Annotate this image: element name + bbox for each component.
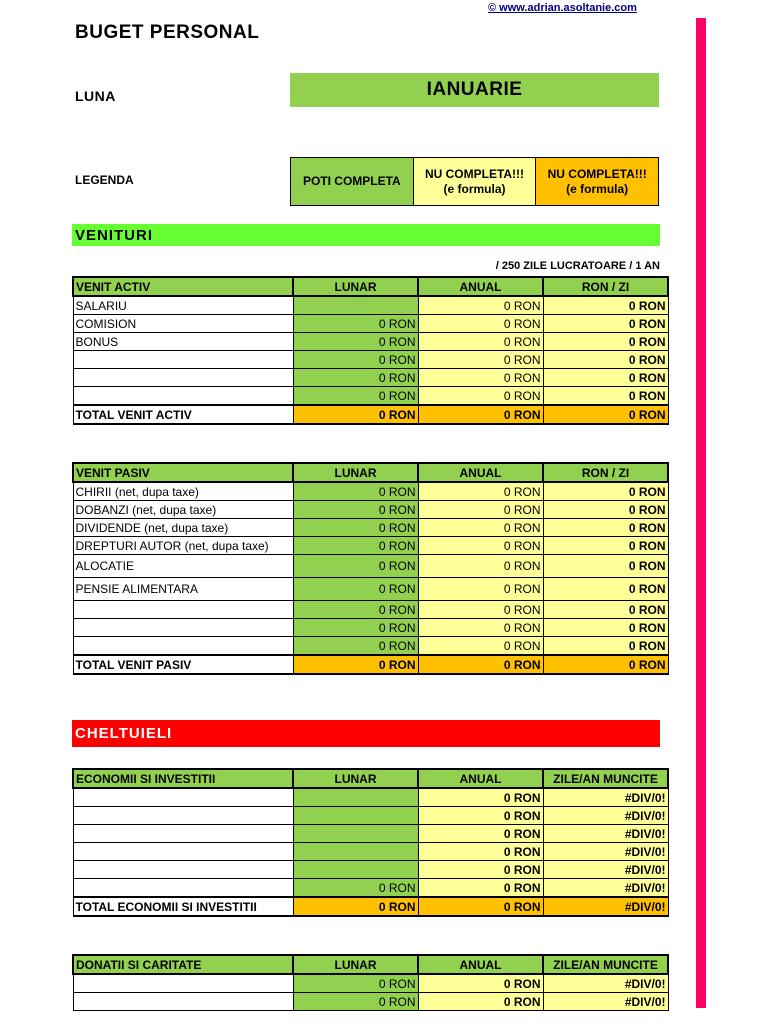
total-label: TOTAL VENIT ACTIV [73, 405, 293, 424]
anual-cell: 0 RON [418, 578, 543, 601]
anual-cell: 0 RON [418, 519, 543, 537]
anual-cell: 0 RON [418, 843, 543, 861]
lunar-cell[interactable]: 0 RON [293, 315, 418, 333]
legend-formula-yellow [414, 158, 537, 205]
lunar-cell[interactable]: 0 RON [293, 387, 418, 406]
table-row [73, 351, 668, 369]
header-cell: RON / ZI [543, 463, 668, 482]
table-row [73, 993, 668, 1011]
total-lunar: 0 RON [293, 405, 418, 424]
table-donatii [72, 954, 669, 1011]
row-label[interactable]: DIVIDENDE (net, dupa taxe) [73, 519, 293, 537]
anual-cell: 0 RON [418, 501, 543, 519]
table-row [73, 482, 668, 501]
legend-formula-yellow-text: NU COMPLETA!!! [424, 166, 525, 181]
row-label[interactable]: DREPTURI AUTOR (net, dupa taxe) [73, 537, 293, 555]
lunar-cell[interactable]: 0 RON [293, 555, 418, 578]
table-row [73, 333, 668, 351]
anual-cell: 0 RON [418, 637, 543, 656]
total-days-worked: #DIV/0! [543, 897, 668, 916]
per-day-cell: 0 RON [543, 387, 668, 406]
anual-cell: 0 RON [418, 555, 543, 578]
total-row [73, 405, 668, 424]
legend-label: LEGENDA [75, 173, 134, 187]
row-label[interactable]: CHIRII (net, dupa taxe) [73, 482, 293, 501]
row-label[interactable] [73, 974, 293, 993]
days-worked-cell: #DIV/0! [543, 861, 668, 879]
row-label[interactable] [73, 807, 293, 825]
header-cell: RON / ZI [543, 277, 668, 296]
per-day-cell: 0 RON [543, 519, 668, 537]
legend-formula-orange [536, 158, 658, 205]
table-row [73, 501, 668, 519]
per-day-cell: 0 RON [543, 555, 668, 578]
lunar-cell[interactable]: 0 RON [293, 993, 418, 1011]
lunar-cell[interactable]: 0 RON [293, 619, 418, 637]
legend-formula-yellow-note: (e formula) [443, 181, 506, 196]
anual-cell: 0 RON [418, 619, 543, 637]
lunar-cell[interactable]: 0 RON [293, 601, 418, 619]
row-label[interactable] [73, 619, 293, 637]
per-day-cell: 0 RON [543, 296, 668, 315]
page-title: BUGET PERSONAL [75, 22, 260, 43]
legend [290, 157, 659, 206]
legend-formula-orange-text: NU COMPLETA!!! [547, 166, 647, 181]
per-day-cell: 0 RON [543, 578, 668, 601]
total-lunar: 0 RON [293, 655, 418, 674]
days-worked-cell: #DIV/0! [543, 825, 668, 843]
total-per-day: 0 RON [543, 405, 668, 424]
lunar-cell[interactable] [293, 807, 418, 825]
per-day-cell: 0 RON [543, 369, 668, 387]
anual-cell: 0 RON [418, 296, 543, 315]
header-cell: ZILE/AN MUNCITE [543, 769, 668, 788]
section-venituri: VENITURI [72, 224, 660, 246]
lunar-cell[interactable]: 0 RON [293, 637, 418, 656]
lunar-cell[interactable]: 0 RON [293, 482, 418, 501]
table-venit-pasiv [72, 462, 669, 675]
anual-cell: 0 RON [418, 974, 543, 993]
total-label: TOTAL VENIT PASIV [73, 655, 293, 674]
row-label[interactable] [73, 861, 293, 879]
anual-cell: 0 RON [418, 333, 543, 351]
anual-cell: 0 RON [418, 993, 543, 1011]
table-row [73, 825, 668, 843]
total-anual: 0 RON [418, 655, 543, 674]
days-worked-cell: #DIV/0! [543, 993, 668, 1011]
anual-cell: 0 RON [418, 482, 543, 501]
days-worked-cell: #DIV/0! [543, 879, 668, 898]
month-value[interactable]: IANUARIE [290, 73, 659, 107]
row-label[interactable]: COMISION [73, 315, 293, 333]
anual-cell: 0 RON [418, 537, 543, 555]
table-row [73, 315, 668, 333]
lunar-cell[interactable] [293, 825, 418, 843]
lunar-cell[interactable] [293, 788, 418, 807]
table-row [73, 879, 668, 898]
total-label: TOTAL ECONOMII SI INVESTITII [73, 897, 293, 916]
anual-cell: 0 RON [418, 351, 543, 369]
header-cell: LUNAR [293, 463, 418, 482]
days-worked-cell: #DIV/0! [543, 788, 668, 807]
table-row [73, 387, 668, 406]
lunar-cell[interactable]: 0 RON [293, 578, 418, 601]
row-label[interactable] [73, 601, 293, 619]
table-row [73, 519, 668, 537]
per-day-cell: 0 RON [543, 601, 668, 619]
header-cell: VENIT ACTIV [73, 277, 293, 296]
table-row [73, 807, 668, 825]
table-row [73, 637, 668, 656]
row-label[interactable] [73, 993, 293, 1011]
lunar-cell[interactable] [293, 843, 418, 861]
days-worked-cell: #DIV/0! [543, 974, 668, 993]
anual-cell: 0 RON [418, 369, 543, 387]
total-per-day: 0 RON [543, 655, 668, 674]
header-cell: ANUAL [418, 463, 543, 482]
table-row [73, 601, 668, 619]
anual-cell: 0 RON [418, 387, 543, 406]
row-label[interactable] [73, 387, 293, 406]
row-label[interactable]: PENSIE ALIMENTARA [73, 578, 293, 601]
table-row [73, 974, 668, 993]
anual-cell: 0 RON [418, 879, 543, 898]
table-economii [72, 768, 669, 917]
table-row [73, 788, 668, 807]
lunar-cell[interactable] [293, 296, 418, 315]
table-row [73, 555, 668, 578]
per-day-cell: 0 RON [543, 619, 668, 637]
table-header [73, 463, 668, 482]
table-row [73, 843, 668, 861]
table-row [73, 296, 668, 315]
total-anual: 0 RON [418, 405, 543, 424]
table-row [73, 861, 668, 879]
header-cell: LUNAR [293, 955, 418, 974]
total-row [73, 655, 668, 674]
row-label[interactable]: BONUS [73, 333, 293, 351]
row-label[interactable] [73, 843, 293, 861]
header-cell: VENIT PASIV [73, 463, 293, 482]
per-day-cell: 0 RON [543, 537, 668, 555]
copyright-link[interactable]: © www.adrian.asoltanie.com [488, 2, 637, 14]
header-cell: ANUAL [418, 277, 543, 296]
anual-cell: 0 RON [418, 601, 543, 619]
days-note: / 250 ZILE LUCRATOARE / 1 AN [495, 260, 660, 272]
row-label[interactable] [73, 637, 293, 656]
per-day-cell: 0 RON [543, 637, 668, 656]
table-row [73, 578, 668, 601]
days-worked-cell: #DIV/0! [543, 843, 668, 861]
table-row [73, 619, 668, 637]
row-label[interactable]: SALARIU [73, 296, 293, 315]
lunar-cell[interactable]: 0 RON [293, 537, 418, 555]
legend-formula-orange-note: (e formula) [566, 181, 629, 196]
table-row [73, 537, 668, 555]
row-label[interactable]: DOBANZI (net, dupa taxe) [73, 501, 293, 519]
row-label[interactable] [73, 369, 293, 387]
header-cell: LUNAR [293, 277, 418, 296]
month-label: LUNA [75, 88, 116, 104]
lunar-cell[interactable]: 0 RON [293, 501, 418, 519]
header-cell: ZILE/AN MUNCITE [543, 955, 668, 974]
row-label[interactable] [73, 788, 293, 807]
header-cell: DONATII SI CARITATE [73, 955, 293, 974]
table-row [73, 369, 668, 387]
lunar-cell[interactable] [293, 861, 418, 879]
lunar-cell[interactable]: 0 RON [293, 519, 418, 537]
total-row [73, 897, 668, 916]
lunar-cell[interactable]: 0 RON [293, 369, 418, 387]
side-accent-line [696, 18, 706, 1008]
table-venit-activ [72, 276, 669, 425]
per-day-cell: 0 RON [543, 482, 668, 501]
section-cheltuieli: CHELTUIELI [72, 720, 660, 747]
total-lunar: 0 RON [293, 897, 418, 916]
anual-cell: 0 RON [418, 825, 543, 843]
header-cell: ANUAL [418, 769, 543, 788]
row-label[interactable] [73, 825, 293, 843]
lunar-cell[interactable]: 0 RON [293, 333, 418, 351]
row-label[interactable]: ALOCATIE [73, 555, 293, 578]
total-anual: 0 RON [418, 897, 543, 916]
anual-cell: 0 RON [418, 861, 543, 879]
per-day-cell: 0 RON [543, 315, 668, 333]
row-label[interactable] [73, 351, 293, 369]
anual-cell: 0 RON [418, 315, 543, 333]
table-header [73, 277, 668, 296]
header-cell: ECONOMII SI INVESTITII [73, 769, 293, 788]
anual-cell: 0 RON [418, 788, 543, 807]
table-header [73, 769, 668, 788]
table-header [73, 955, 668, 974]
per-day-cell: 0 RON [543, 333, 668, 351]
per-day-cell: 0 RON [543, 501, 668, 519]
legend-editable [291, 158, 414, 205]
per-day-cell: 0 RON [543, 351, 668, 369]
header-cell: ANUAL [418, 955, 543, 974]
header-cell: LUNAR [293, 769, 418, 788]
row-label[interactable] [73, 879, 293, 898]
lunar-cell[interactable]: 0 RON [293, 879, 418, 898]
legend-editable-text: POTI COMPLETA [302, 174, 401, 188]
anual-cell: 0 RON [418, 807, 543, 825]
lunar-cell[interactable]: 0 RON [293, 351, 418, 369]
days-worked-cell: #DIV/0! [543, 807, 668, 825]
lunar-cell[interactable]: 0 RON [293, 974, 418, 993]
